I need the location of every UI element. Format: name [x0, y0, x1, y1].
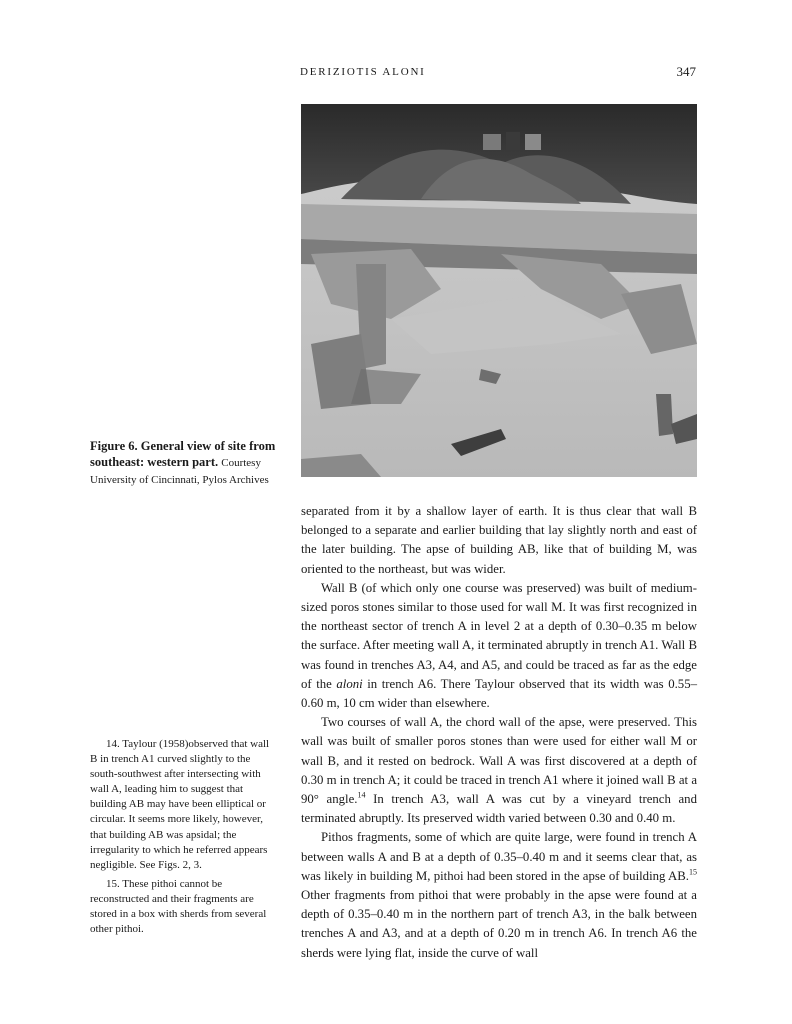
paragraph-2-text: Wall B (of which only one course was preserved) was built of medium-sized poros stones similar to those used for wall M. It was first recognized in the northeast sector of trench A in level 2 at a depth of 0.30–0.35 m below the surface. After meeting wall A, it terminated abruptly in trench A1. Wall B was found in trenches A3, A4, and A5, and could be traced as far as the edge of the	[301, 580, 697, 691]
paragraph-4-text: Pithos fragments, some of which are quite large, were found in trench A between walls A and B at a depth of 0.35–0.40 m and it seems clear that, as was likely in building M, pithoi had been stored in the apse of building AB.	[301, 830, 697, 883]
footnote-ref-14[interactable]: 14	[357, 790, 366, 800]
paragraph-3-text-cont: In trench A3, wall A was cut by a vineyard trench and terminated abruptly. Its preserved width varied between 0.30 and 0.40 m.	[301, 792, 697, 826]
footnote-15: 15. These pithoi cannot be reconstructed and their fragments are stored in a box with sherds from several other pithoi.	[90, 877, 267, 936]
footnote-14: 14. Taylour (1958)observed that wall B in trench A1 curved slightly to the south-southwest after intersecting with wall A, leading him to suggest that building AB may have been elliptical or circular. It seems more likely, however, that building AB was apsidal; the irregularity to which he referred appears negligible. See Figs. 2, 3.	[90, 738, 270, 871]
page-number: 347	[676, 64, 696, 79]
paragraph-1: separated from it by a shallow layer of earth. It is thus clear that wall B belonged to a separate and earlier building that lay slightly north and east of the later building. The apse of building AB, like that of building M, was oriented to the northeast, but was wider.	[301, 504, 697, 576]
caption-credit: Courtesy University of Cincinnati, Pylos Archives	[90, 457, 269, 486]
paragraph-4	[301, 828, 697, 962]
caption-title: Figure 6. General view of site from southeast: western part.	[90, 439, 276, 469]
footnotes	[90, 737, 276, 937]
paragraph-2-text-cont: in trench A6. There Taylour observed that its width was 0.55–0.60 m, 10 cm wider than elsewhere.	[301, 676, 697, 711]
aloni-term: aloni	[336, 676, 363, 691]
footnote-ref-15[interactable]: 15	[689, 867, 697, 877]
paragraph-4-text-cont: Other fragments from pithoi that were probably in the apse were found at a depth of 0.35–0.40 m in the northern part of trench A3, in the balk between trenches A and A3, and at a depth of 0.20 m in trench A6. In trench A6 the sherds were lying flat, inside the curve of wall	[301, 888, 697, 960]
body-text	[301, 502, 697, 963]
paragraph-3-text: Two courses of wall A, the chord wall of the apse, were preserved. This wall was built of smaller poros stones than were used for either wall M or wall B, and it rested on bedrock. Wall A was first discovered at a depth of 0.30 m in trench A; it could be traced in trench A1 where it joined wall B at a 90° angle.	[301, 715, 697, 807]
excavation-photo	[301, 104, 697, 477]
running-title: DERIZIOTIS ALONI	[300, 66, 426, 78]
paragraph-3	[301, 713, 697, 828]
paragraph-2	[301, 579, 697, 713]
figure-caption	[90, 438, 276, 488]
